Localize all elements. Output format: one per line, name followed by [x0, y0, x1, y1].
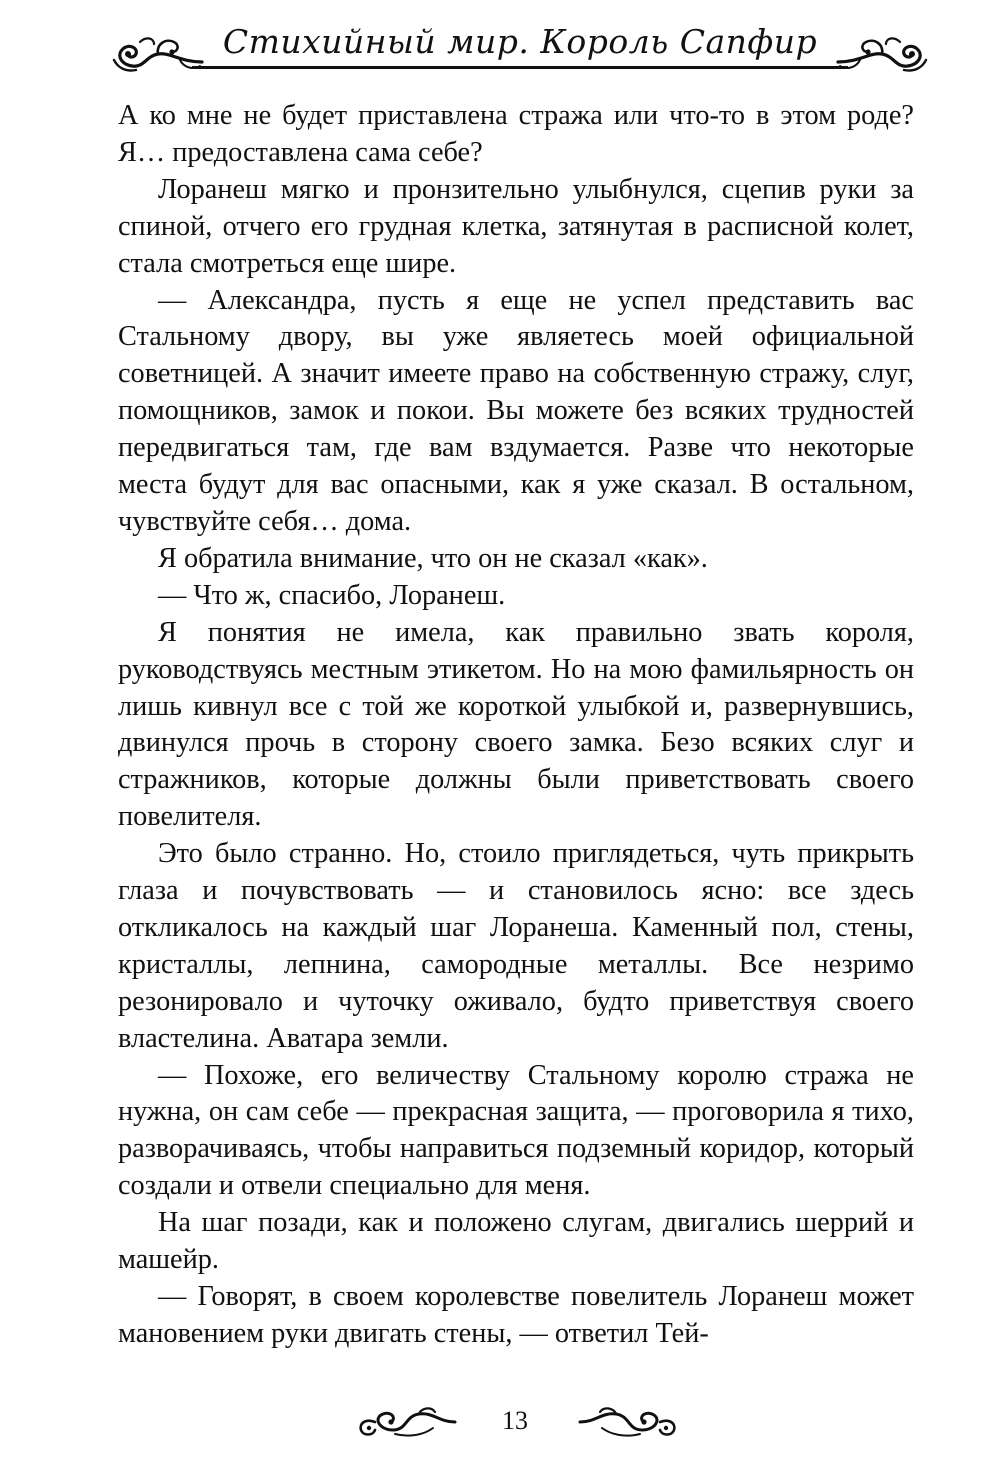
scroll-ornament-icon — [835, 32, 930, 74]
header-title: Стихийный мир. Король Сапфир — [222, 22, 818, 61]
paragraph: Это было странно. Но, стоило приглядеться, чуть прикрыть глаза и почувствовать — и становилось ясно: все здесь откликалось на каждый шаг Лоранеша. Каменный пол, стены, кристаллы, лепнина, самородные металлы. Все незримо резонировало и чуточку оживало, будто приветствуя своего властелина. Аватара земли. — [118, 838, 914, 1054]
paragraph: — Что ж, спасибо, Лоранеш. — [158, 579, 506, 611]
header-rule — [192, 66, 848, 69]
paragraph: — Похоже, его величеству Стальному королю стража не нужна, он сам себе — прекрасная защита, — проговорила я тихо, разворачиваясь, чтобы направиться подземный коридор, который создали и отвели специально для меня. — [118, 1059, 914, 1202]
scroll-ornament-icon — [575, 1404, 680, 1445]
paragraph: — Александра, пусть я еще не успел представить вас Стальному двору, вы уже являетесь моей официальной советницей. А значит имеете право на собственную стражу, слуг, помощников, замок и покои. Вы можете без всяких трудностей передвигаться там, где вам вздумается. Разве что некоторые места будут для вас опасными, как я уже сказал. В остальном, чувствуйте себя… дома. — [118, 284, 914, 537]
page-number: 13 — [502, 1406, 528, 1435]
paragraph: А ко мне не будет приставлена стража или что-то в этом роде? Я… предоставлена сама себе? — [118, 100, 914, 168]
page-footer — [350, 1400, 680, 1450]
paragraph: — Говорят, в своем королевстве повелитель Лоранеш может мановением руки двигать стены, — ответил Тей- — [118, 1281, 914, 1349]
running-header — [110, 6, 930, 86]
paragraph: На шаг позади, как и положено слугам, двигались шеррий и машейр. — [118, 1207, 914, 1276]
body-text — [118, 98, 914, 1353]
paragraph: Лоранеш мягко и пронзительно улыбнулся, сцепив руки за спиной, отчего его грудная клетка, затянутая в расписной колет, стала смотреться еще шире. — [118, 173, 914, 279]
paragraph: Я обратила внимание, что он не сказал «как». — [158, 542, 708, 574]
paragraph: Я понятия не имела, как правильно звать короля, руководствуясь местным этикетом. Но на мою фамильярность он лишь кивнул все с той же короткой улыбкой и, развернувшись, двинулся прочь в сторону своего замка. Безо всяких слуг и стражников, которые должны были приветствовать своего повелителя. — [118, 616, 914, 833]
